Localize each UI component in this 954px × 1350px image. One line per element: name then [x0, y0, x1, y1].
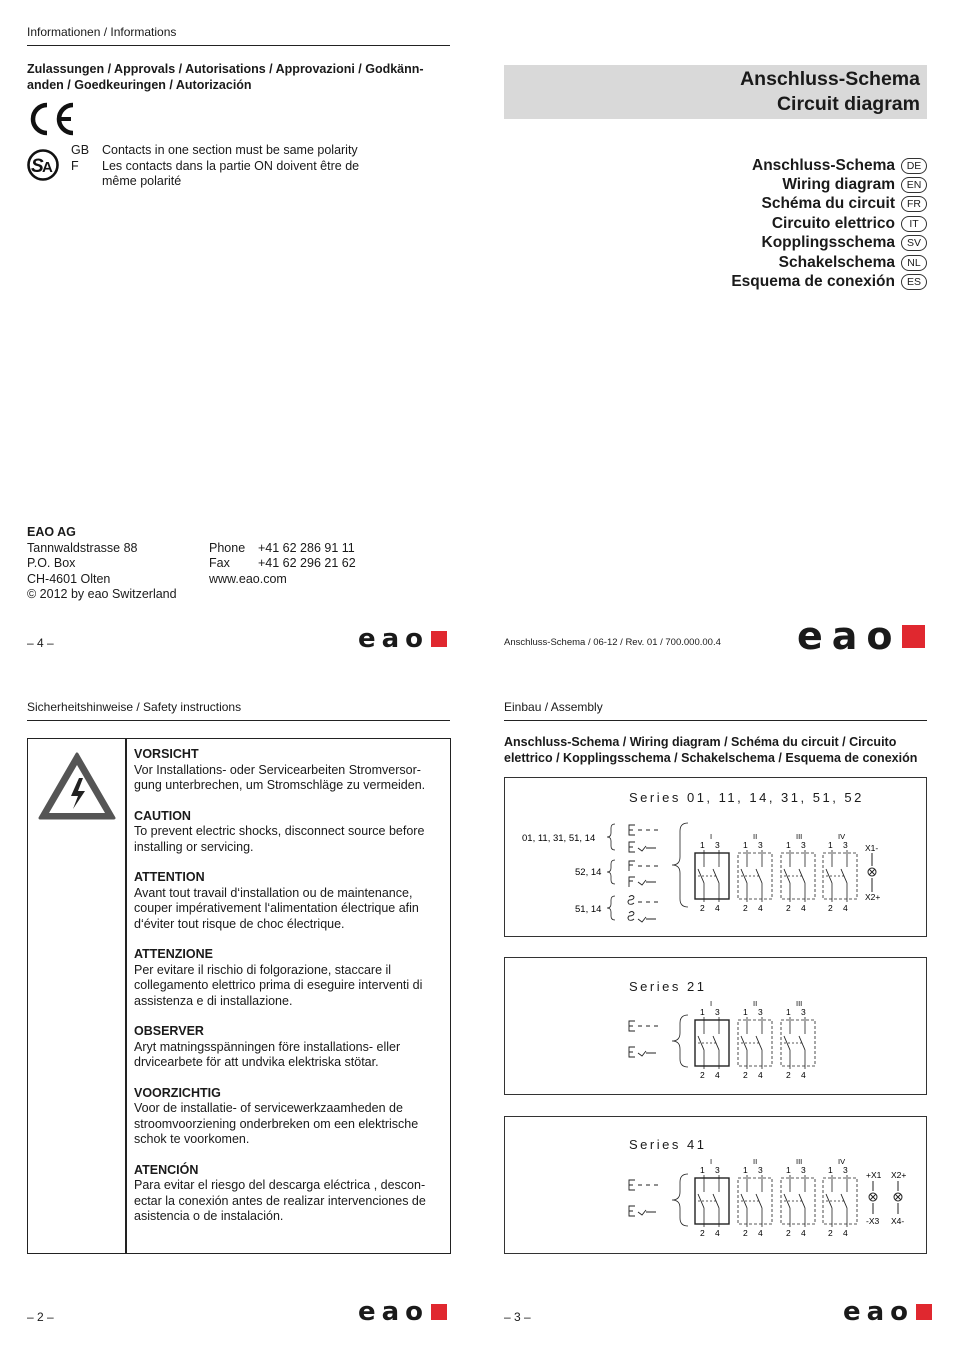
terminal-label: 3	[715, 840, 720, 850]
terminal-label: 1	[828, 840, 833, 850]
safety-item	[134, 1163, 439, 1225]
series-title: Series 21	[629, 979, 707, 994]
language-label: Wiring diagram	[782, 176, 895, 194]
eao-logo-large	[797, 614, 925, 658]
website-link[interactable]: www.eao.com	[209, 571, 287, 586]
language-code-badge: DE	[901, 158, 927, 174]
contact-block	[695, 832, 729, 913]
phone-label: Phone	[209, 540, 246, 555]
page-number: – 3 –	[504, 1310, 531, 1324]
terminal-label: 4	[758, 903, 763, 913]
safety-text: To prevent electric shocks, disconnect source before installing or servicing.	[134, 824, 425, 854]
terminal-label: 1	[700, 840, 705, 850]
group-label: 51, 14	[575, 904, 602, 915]
language-label: Anschluss-Schema	[752, 156, 895, 174]
terminal-label: 1	[743, 1165, 748, 1175]
safety-heading: CAUTION	[134, 808, 191, 823]
section-header-assembly: Einbau / Assembly	[504, 700, 603, 714]
safety-text: Vor Installations- oder Servicearbeiten Stromversor-gung unterbrechen, um Stromschläge zu vermeiden.	[134, 762, 426, 792]
terminal-label: 4	[801, 903, 806, 913]
safety-box	[27, 738, 451, 1254]
language-code-badge: IT	[901, 216, 927, 232]
language-label: Esquema de conexión	[731, 273, 895, 291]
language-list	[560, 156, 927, 292]
section-header-informations: Informationen / Informations	[27, 25, 177, 39]
safety-heading: VORSICHT	[134, 747, 199, 761]
section-label: I	[710, 999, 713, 1008]
csa-mark-icon	[27, 146, 61, 189]
approvals-title-line1: Zulassungen / Approvals / Autorisations / Approvazioni / Godkänn-	[27, 62, 424, 76]
document-reference: Anschluss-Schema / 06-12 / Rev. 01 / 700.000.00.4	[504, 637, 721, 648]
company-address	[27, 525, 177, 603]
terminal-label: 3	[715, 1165, 720, 1175]
contact-block	[823, 832, 857, 913]
logo-text: eao	[797, 614, 902, 658]
language-code-badge: FR	[901, 196, 927, 212]
terminal-label: 2	[743, 1070, 748, 1080]
contact-block	[738, 1157, 772, 1238]
section-label: IV	[838, 1157, 846, 1166]
contact-block	[738, 999, 772, 1080]
section-label: II	[753, 832, 758, 841]
company-name: EAO AG	[27, 525, 76, 539]
terminal-label: 3	[758, 840, 763, 850]
terminal-label: 3	[758, 1007, 763, 1017]
terminal-label: 1	[743, 840, 748, 850]
safety-text: Para evitar el riesgo del descarga eléctrica , descon-ectar la conexión antes de realizar intervenciones de asistencia o de instalación.	[134, 1178, 426, 1223]
terminal-label: 2	[786, 903, 791, 913]
diagram-title	[504, 735, 934, 766]
language-label: Circuito elettrico	[771, 214, 895, 232]
terminal-label: 3	[801, 1165, 806, 1175]
terminal-label: 4	[843, 1228, 848, 1238]
terminal-label: 4	[715, 1070, 720, 1080]
section-label: I	[710, 832, 713, 841]
safety-item	[134, 1086, 439, 1148]
lamp-c2	[891, 1170, 906, 1226]
contact-block	[695, 1157, 729, 1238]
contact-block	[781, 999, 815, 1080]
terminal-label: 4	[801, 1228, 806, 1238]
terminal-label: 1	[700, 1165, 705, 1175]
contact-blocks	[695, 832, 857, 913]
terminal-label: 2	[828, 1228, 833, 1238]
contact-blocks	[695, 1157, 857, 1238]
circuit-drawing	[505, 778, 926, 936]
address-line: P.O. Box	[27, 556, 76, 570]
language-code-badge: EN	[901, 177, 927, 193]
contact-blocks	[695, 999, 815, 1080]
diagram-title-line2: elettrico / Kopplingsschema / Schakelschema / Esquema de conexión	[504, 750, 918, 765]
terminal-label: 3	[801, 840, 806, 850]
section-header-safety: Sicherheitshinweise / Safety instructions	[27, 700, 242, 714]
terminal-label: 3	[801, 1007, 806, 1017]
circuit-diagram-series-c	[504, 1116, 927, 1254]
safety-heading: ATENCIÓN	[134, 1162, 199, 1177]
address-line: CH-4601 Olten	[27, 571, 111, 586]
circuit-drawing	[505, 958, 926, 1094]
safety-item	[134, 1024, 439, 1071]
lamp-terminal-label: +X1	[866, 1170, 882, 1180]
safety-heading: OBSERVER	[134, 1024, 204, 1038]
terminal-label: 4	[843, 903, 848, 913]
circuit-diagram-series-a	[504, 777, 927, 937]
approvals-title-line2: anden / Goedkeuringen / Autorización	[27, 77, 252, 92]
section-label: I	[710, 1157, 713, 1166]
logo-text: eao	[843, 1297, 915, 1327]
logo-square	[431, 631, 447, 647]
terminal-label: 2	[828, 903, 833, 913]
terminal-label: 2	[700, 1070, 705, 1080]
language-code-badge: ES	[901, 274, 927, 290]
language-row-nl	[560, 253, 927, 272]
address-line: Tannwaldstrasse 88	[27, 540, 138, 555]
logo-square	[902, 625, 925, 648]
high-voltage-warning-icon	[37, 751, 117, 826]
terminal-label: 1	[786, 1165, 791, 1175]
language-label: Kopplingsschema	[761, 234, 895, 252]
section-label: IV	[838, 832, 846, 841]
contact-block	[781, 1157, 815, 1238]
contact-block	[781, 832, 815, 913]
terminal-label: 2	[786, 1070, 791, 1080]
terminal-label: 1	[786, 1007, 791, 1017]
note-text-f	[102, 159, 359, 190]
series-title: Series 01, 11, 14, 31, 51, 52	[629, 790, 864, 805]
section-label: III	[796, 999, 803, 1008]
terminal-label: 4	[758, 1228, 763, 1238]
terminal-label: 3	[758, 1165, 763, 1175]
group-label: 01, 11, 31, 51, 14	[522, 833, 596, 844]
terminal-label: 4	[715, 903, 720, 913]
contact-block	[738, 832, 772, 913]
note-f-line1: Les contacts dans la partie ON doivent être de	[102, 158, 360, 173]
terminal-label: 2	[786, 1228, 791, 1238]
language-row-de	[560, 156, 927, 175]
eao-logo	[843, 1297, 932, 1327]
terminal-label: 1	[743, 1007, 748, 1017]
series-title: Series 41	[629, 1137, 707, 1152]
contact-block	[209, 541, 356, 588]
phone-number: +41 62 286 91 11	[258, 540, 355, 555]
terminal-label: 4	[715, 1228, 720, 1238]
lamp-terminal-label: X2+	[891, 1170, 907, 1180]
section-label: II	[753, 1157, 758, 1166]
language-row-en	[560, 175, 927, 194]
copyright: © 2012 by eao Switzerland	[27, 587, 177, 601]
terminal-label: 2	[700, 903, 705, 913]
safety-item	[134, 947, 439, 1009]
terminal-label: 1	[786, 840, 791, 850]
safety-heading: VOORZICHTIG	[134, 1085, 221, 1100]
contact-block	[823, 1157, 857, 1238]
safety-heading: ATTENTION	[134, 870, 205, 884]
diagram-title-line1: Anschluss-Schema / Wiring diagram / Schéma du circuit / Circuito	[504, 735, 897, 749]
logo-square	[916, 1304, 932, 1320]
safety-item	[134, 870, 439, 932]
lamp-a	[865, 843, 880, 902]
circuit-drawing	[505, 1117, 926, 1253]
contact-block	[695, 999, 729, 1080]
terminal-label: 4	[801, 1070, 806, 1080]
safety-text: Aryt matningsspänningen före installations- eller drvicearbete för att undvika elektriska stötar.	[134, 1039, 401, 1069]
svg-text:A: A	[42, 159, 53, 176]
group-label: 52, 14	[575, 867, 602, 878]
terminal-label: 3	[843, 840, 848, 850]
fax-number: +41 62 296 21 62	[258, 556, 356, 570]
lamp-terminal-label: X1-	[865, 843, 879, 853]
eao-logo	[358, 624, 447, 654]
page-number: – 4 –	[27, 636, 54, 650]
section-label: II	[753, 999, 758, 1008]
language-row-sv	[560, 234, 927, 253]
eao-logo	[358, 1297, 447, 1327]
ce-mark-icon	[27, 101, 77, 142]
safety-text: Avant tout travail d‘installation ou de maintenance, couper impérativement l‘alimentation électrique afin d‘éviter tout risque de choc électrique.	[134, 885, 419, 931]
page-number: – 2 –	[27, 1310, 54, 1324]
terminal-label: 2	[743, 903, 748, 913]
lamp-terminal-label: X4-	[891, 1216, 905, 1226]
language-row-fr	[560, 195, 927, 214]
logo-text: eao	[358, 624, 430, 654]
terminal-label: 3	[715, 1007, 720, 1017]
note-code-gb: GB	[71, 143, 90, 157]
safety-item	[134, 809, 439, 856]
lamp-c1	[866, 1170, 882, 1226]
note-code-f: F	[71, 158, 79, 173]
note-text-gb: Contacts in one section must be same polarity	[102, 143, 358, 157]
logo-text: eao	[358, 1297, 430, 1327]
language-row-it	[560, 214, 927, 233]
language-label: Schéma du circuit	[761, 195, 895, 213]
note-f-line2: même polarité	[102, 174, 182, 188]
terminal-label: 4	[758, 1070, 763, 1080]
language-code-badge: SV	[901, 235, 927, 251]
approvals-title	[27, 62, 450, 93]
terminal-label: 1	[828, 1165, 833, 1175]
lamp-terminal-label: -X3	[866, 1216, 880, 1226]
safety-item	[134, 747, 439, 794]
terminal-label: 3	[843, 1165, 848, 1175]
safety-heading: ATTENZIONE	[134, 947, 213, 961]
logo-square	[431, 1304, 447, 1320]
language-code-badge: NL	[901, 255, 927, 271]
fax-label: Fax	[209, 556, 230, 570]
safety-text-column	[134, 747, 439, 1240]
section-label: III	[796, 832, 803, 841]
title-line1: Anschluss-Schema	[740, 68, 920, 90]
lamp-terminal-label: X2+	[865, 892, 881, 902]
svg-text:S: S	[31, 156, 44, 177]
title-line2: Circuit diagram	[776, 93, 920, 115]
safety-text: Per evitare il rischio di folgorazione, staccare il collegamento elettrico prima di eseguire interventi di assistenza e di installazione.	[134, 962, 423, 1008]
terminal-label: 1	[700, 1007, 705, 1017]
terminal-label: 2	[700, 1228, 705, 1238]
language-label: Schakelschema	[778, 253, 895, 271]
title-banner	[504, 65, 927, 119]
section-label: III	[796, 1157, 803, 1166]
language-row-es	[560, 272, 927, 291]
safety-text: Voor de installatie- of servicewerkzaamheden de stroomvoorziening onderbreken om een elektrische schok te voorkomen.	[134, 1101, 419, 1146]
circuit-diagram-series-b	[504, 957, 927, 1095]
terminal-label: 2	[743, 1228, 748, 1238]
